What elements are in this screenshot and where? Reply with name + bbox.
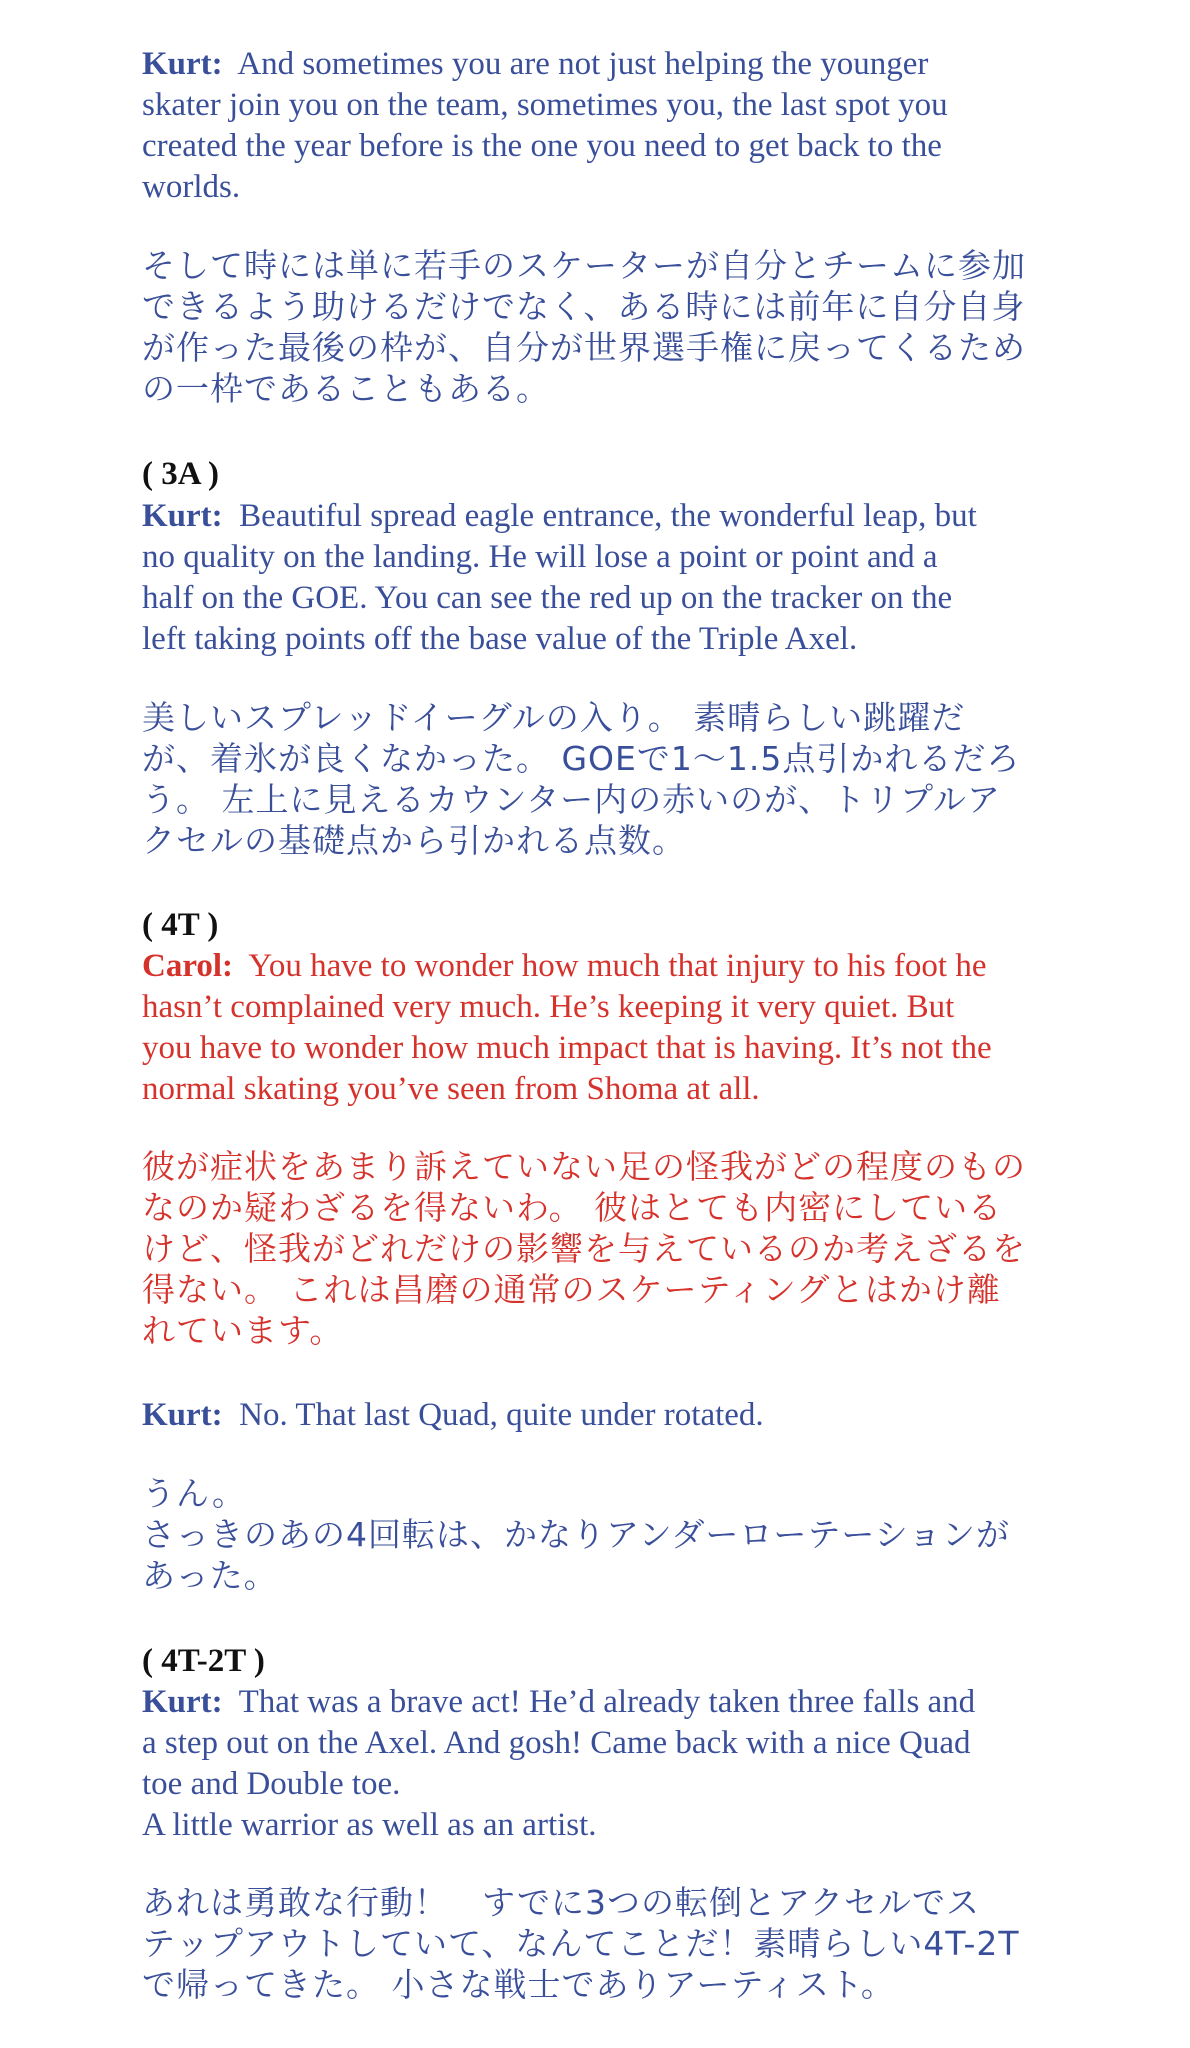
passage-line: そして時には単に若手のスケーターが自分とチームに参加 [142,246,1026,285]
passage-line: worlds. [142,169,241,205]
element-label-3a: ( 3A ) [142,456,219,492]
passage-text: Beautiful spread eagle entrance, the wonderful leap, but [239,498,977,534]
passage-line [142,946,1062,987]
passage-line: hasn’t complained very much. He’s keeping it very quiet. But [142,989,955,1025]
passage-line: left taking points off the base value of the Triple Axel. [142,621,858,657]
passage-line: skater join you on the team, sometimes you, the last spot you [142,87,948,123]
passage-line: created the year before is the one you need to get back to the [142,128,942,164]
passage-line [142,496,1062,537]
passage-line: you have to wonder how much impact that is having. It’s not the [142,1030,992,1066]
passage-line: half on the GOE. You can see the red up on the tracker on the [142,580,953,616]
passage-line: れています。 [142,1311,344,1350]
passage-line: no quality on the landing. He will lose a point or point and a [142,539,938,575]
passage-line [142,1395,1062,1436]
carol-japanese-passage [142,1146,1062,1351]
passage-line: A little warrior as well as an artist. [142,1807,597,1843]
passage-line: あった。 [142,1556,278,1595]
passage-text: And sometimes you are not just helping the younger [237,46,929,82]
passage-line: の一枠であることもある。 [142,369,550,408]
passage-line: で帰ってきた。 小さな戦士でありアーティスト。 [142,1965,895,2004]
element-label-4t: ( 4T ) [142,907,219,943]
speaker-name: Kurt: [142,1397,223,1433]
passage-text: That was a brave act! He’d already taken three falls and [238,1684,976,1720]
kurt-japanese-passage-1 [142,245,1062,409]
kurt-japanese-passage-3 [142,1473,1062,1596]
passage-line: けど、怪我がどれだけの影響を与えているのか考えざるを [142,1229,1026,1268]
kurt-english-passage-2 [142,496,1062,660]
passage-line: クセルの基礎点から引かれる点数。 [142,821,686,860]
kurt-japanese-passage-2 [142,697,1062,861]
element-label-4t-2t: ( 4T-2T ) [142,1643,265,1679]
passage-line: が、着氷が良くなかった。 GOEで1〜1.5点引かれるだろ [142,739,1021,778]
passage-line: 美しいスプレッドイーグルの入り。 素晴らしい跳躍だ [142,698,966,737]
passage-line: 得ない。 これは昌磨の通常のスケーティングとはかけ離 [142,1270,1001,1309]
passage-line: うん。 [142,1474,246,1513]
passage-text: You have to wonder how much that injury to his foot he [248,948,987,984]
kurt-japanese-passage-4 [142,1882,1062,2005]
passage-line [142,44,1062,85]
passage-line: toe and Double toe. [142,1766,401,1802]
speaker-name: Kurt: [142,46,223,82]
passage-line: テップアウトしていて、なんてことだ！素晴らしい4T-2T [142,1924,1020,1963]
speaker-name: Carol: [142,948,234,984]
kurt-english-passage-3 [142,1395,1062,1436]
speaker-name: Kurt: [142,498,223,534]
passage-text: No. That last Quad, quite under rotated. [239,1397,764,1433]
passage-line: a step out on the Axel. And gosh! Came back with a nice Quad [142,1725,971,1761]
passage-line: normal skating you’ve seen from Shoma at all. [142,1071,760,1107]
kurt-english-passage-4 [142,1682,1062,1846]
passage-line [142,1682,1062,1723]
speaker-name: Kurt: [142,1684,223,1720]
passage-line: あれは勇敢な行動！ すでに3つの転倒とアクセルでス [142,1883,980,1922]
passage-line: 彼が症状をあまり訴えていない足の怪我がどの程度のもの [142,1147,1026,1186]
passage-line: が作った最後の枠が、自分が世界選手権に戻ってくるため [142,328,1026,367]
passage-line: う。 左上に見えるカウンター内の赤いのが、トリプルア [142,780,1001,819]
passage-line: さっきのあの4回転は、かなりアンダーローテーションが [142,1515,1011,1554]
passage-line: なのか疑わざるを得ないわ。 彼はとても内密にしている [142,1188,1003,1227]
carol-english-passage [142,946,1062,1110]
passage-line: できるよう助けるだけでなく、ある時には前年に自分自身 [142,287,1026,326]
kurt-english-passage-1 [142,44,1062,208]
